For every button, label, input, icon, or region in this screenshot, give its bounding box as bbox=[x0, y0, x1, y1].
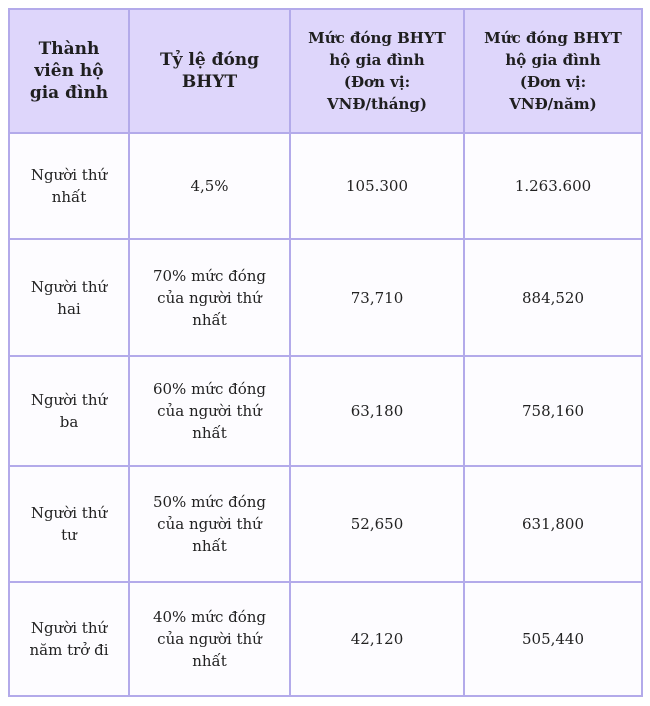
cell-line: nhất bbox=[192, 537, 227, 555]
cell-line: Người thứ bbox=[30, 277, 108, 296]
cell-rate bbox=[129, 239, 290, 356]
cell-yearly: 505,440 bbox=[464, 582, 642, 696]
cell-line: 70% mức đóng bbox=[152, 266, 267, 285]
cell-line: 40% mức đóng bbox=[152, 608, 267, 626]
header-line: viên hộ bbox=[34, 61, 104, 81]
cell-member bbox=[9, 582, 129, 696]
header-line: (Đơn vị: bbox=[519, 73, 587, 91]
cell-line: nhất bbox=[192, 652, 227, 670]
cell-line: Người thứ bbox=[30, 391, 108, 409]
cell-monthly: 42,120 bbox=[290, 582, 464, 696]
cell-yearly: 1.263.600 bbox=[464, 133, 642, 239]
cell-line: tư bbox=[61, 526, 77, 544]
cell-monthly: 105.300 bbox=[290, 133, 464, 239]
cell-line: của người thứ bbox=[157, 630, 262, 648]
header-line: hộ gia đình bbox=[329, 51, 425, 69]
cell-line: năm trở đi bbox=[29, 641, 109, 659]
cell-member bbox=[9, 133, 129, 239]
header-yearly-amount bbox=[464, 9, 642, 133]
cell-yearly: 631,800 bbox=[464, 466, 642, 582]
cell-monthly: 73,710 bbox=[290, 239, 464, 356]
cell-line: nhất bbox=[51, 188, 87, 206]
header-line: hộ gia đình bbox=[505, 51, 601, 69]
cell-line: của người thứ bbox=[157, 515, 262, 533]
table-row bbox=[9, 239, 642, 356]
cell-line: nhất bbox=[192, 310, 227, 329]
cell-line: của người thứ bbox=[157, 402, 262, 420]
cell-rate bbox=[129, 356, 290, 466]
cell-monthly: 52,650 bbox=[290, 466, 464, 582]
cell-line: ba bbox=[59, 413, 79, 431]
cell-line: của người thứ bbox=[157, 288, 262, 307]
bhyt-contribution-table bbox=[8, 8, 643, 697]
cell-line: nhất bbox=[192, 424, 227, 442]
table-row bbox=[9, 582, 642, 696]
header-household-member bbox=[9, 9, 129, 133]
header-monthly-amount bbox=[290, 9, 464, 133]
cell-line: hai bbox=[57, 299, 81, 318]
table-row bbox=[9, 356, 642, 466]
cell-yearly: 758,160 bbox=[464, 356, 642, 466]
cell-rate bbox=[129, 466, 290, 582]
header-line: VNĐ/tháng) bbox=[327, 95, 427, 113]
header-line: Mức đóng BHYT bbox=[484, 29, 622, 47]
cell-line: Người thứ bbox=[30, 166, 108, 184]
cell-line: 60% mức đóng bbox=[152, 380, 267, 398]
table-row bbox=[9, 466, 642, 582]
cell-line: Người thứ bbox=[30, 504, 108, 522]
cell-member bbox=[9, 356, 129, 466]
cell-yearly: 884,520 bbox=[464, 239, 642, 356]
header-contribution-rate bbox=[129, 9, 290, 133]
cell-line: 50% mức đóng bbox=[152, 493, 267, 511]
cell-rate bbox=[129, 133, 290, 239]
bhyt-table-container bbox=[8, 8, 643, 697]
header-row bbox=[9, 9, 642, 133]
header-line: Tỷ lệ đóng bbox=[159, 50, 260, 70]
header-line: BHYT bbox=[181, 72, 238, 92]
header-line: VNĐ/năm) bbox=[509, 95, 597, 113]
cell-line: 4,5% bbox=[190, 177, 229, 195]
cell-member bbox=[9, 466, 129, 582]
cell-monthly: 63,180 bbox=[290, 356, 464, 466]
cell-line: Người thứ bbox=[30, 619, 108, 637]
header-line: Mức đóng BHYT bbox=[308, 29, 446, 47]
cell-member bbox=[9, 239, 129, 356]
cell-rate bbox=[129, 582, 290, 696]
header-line: (Đơn vị: bbox=[343, 73, 411, 91]
header-line: gia đình bbox=[29, 83, 109, 103]
table-row bbox=[9, 133, 642, 239]
header-line: Thành bbox=[38, 39, 100, 59]
